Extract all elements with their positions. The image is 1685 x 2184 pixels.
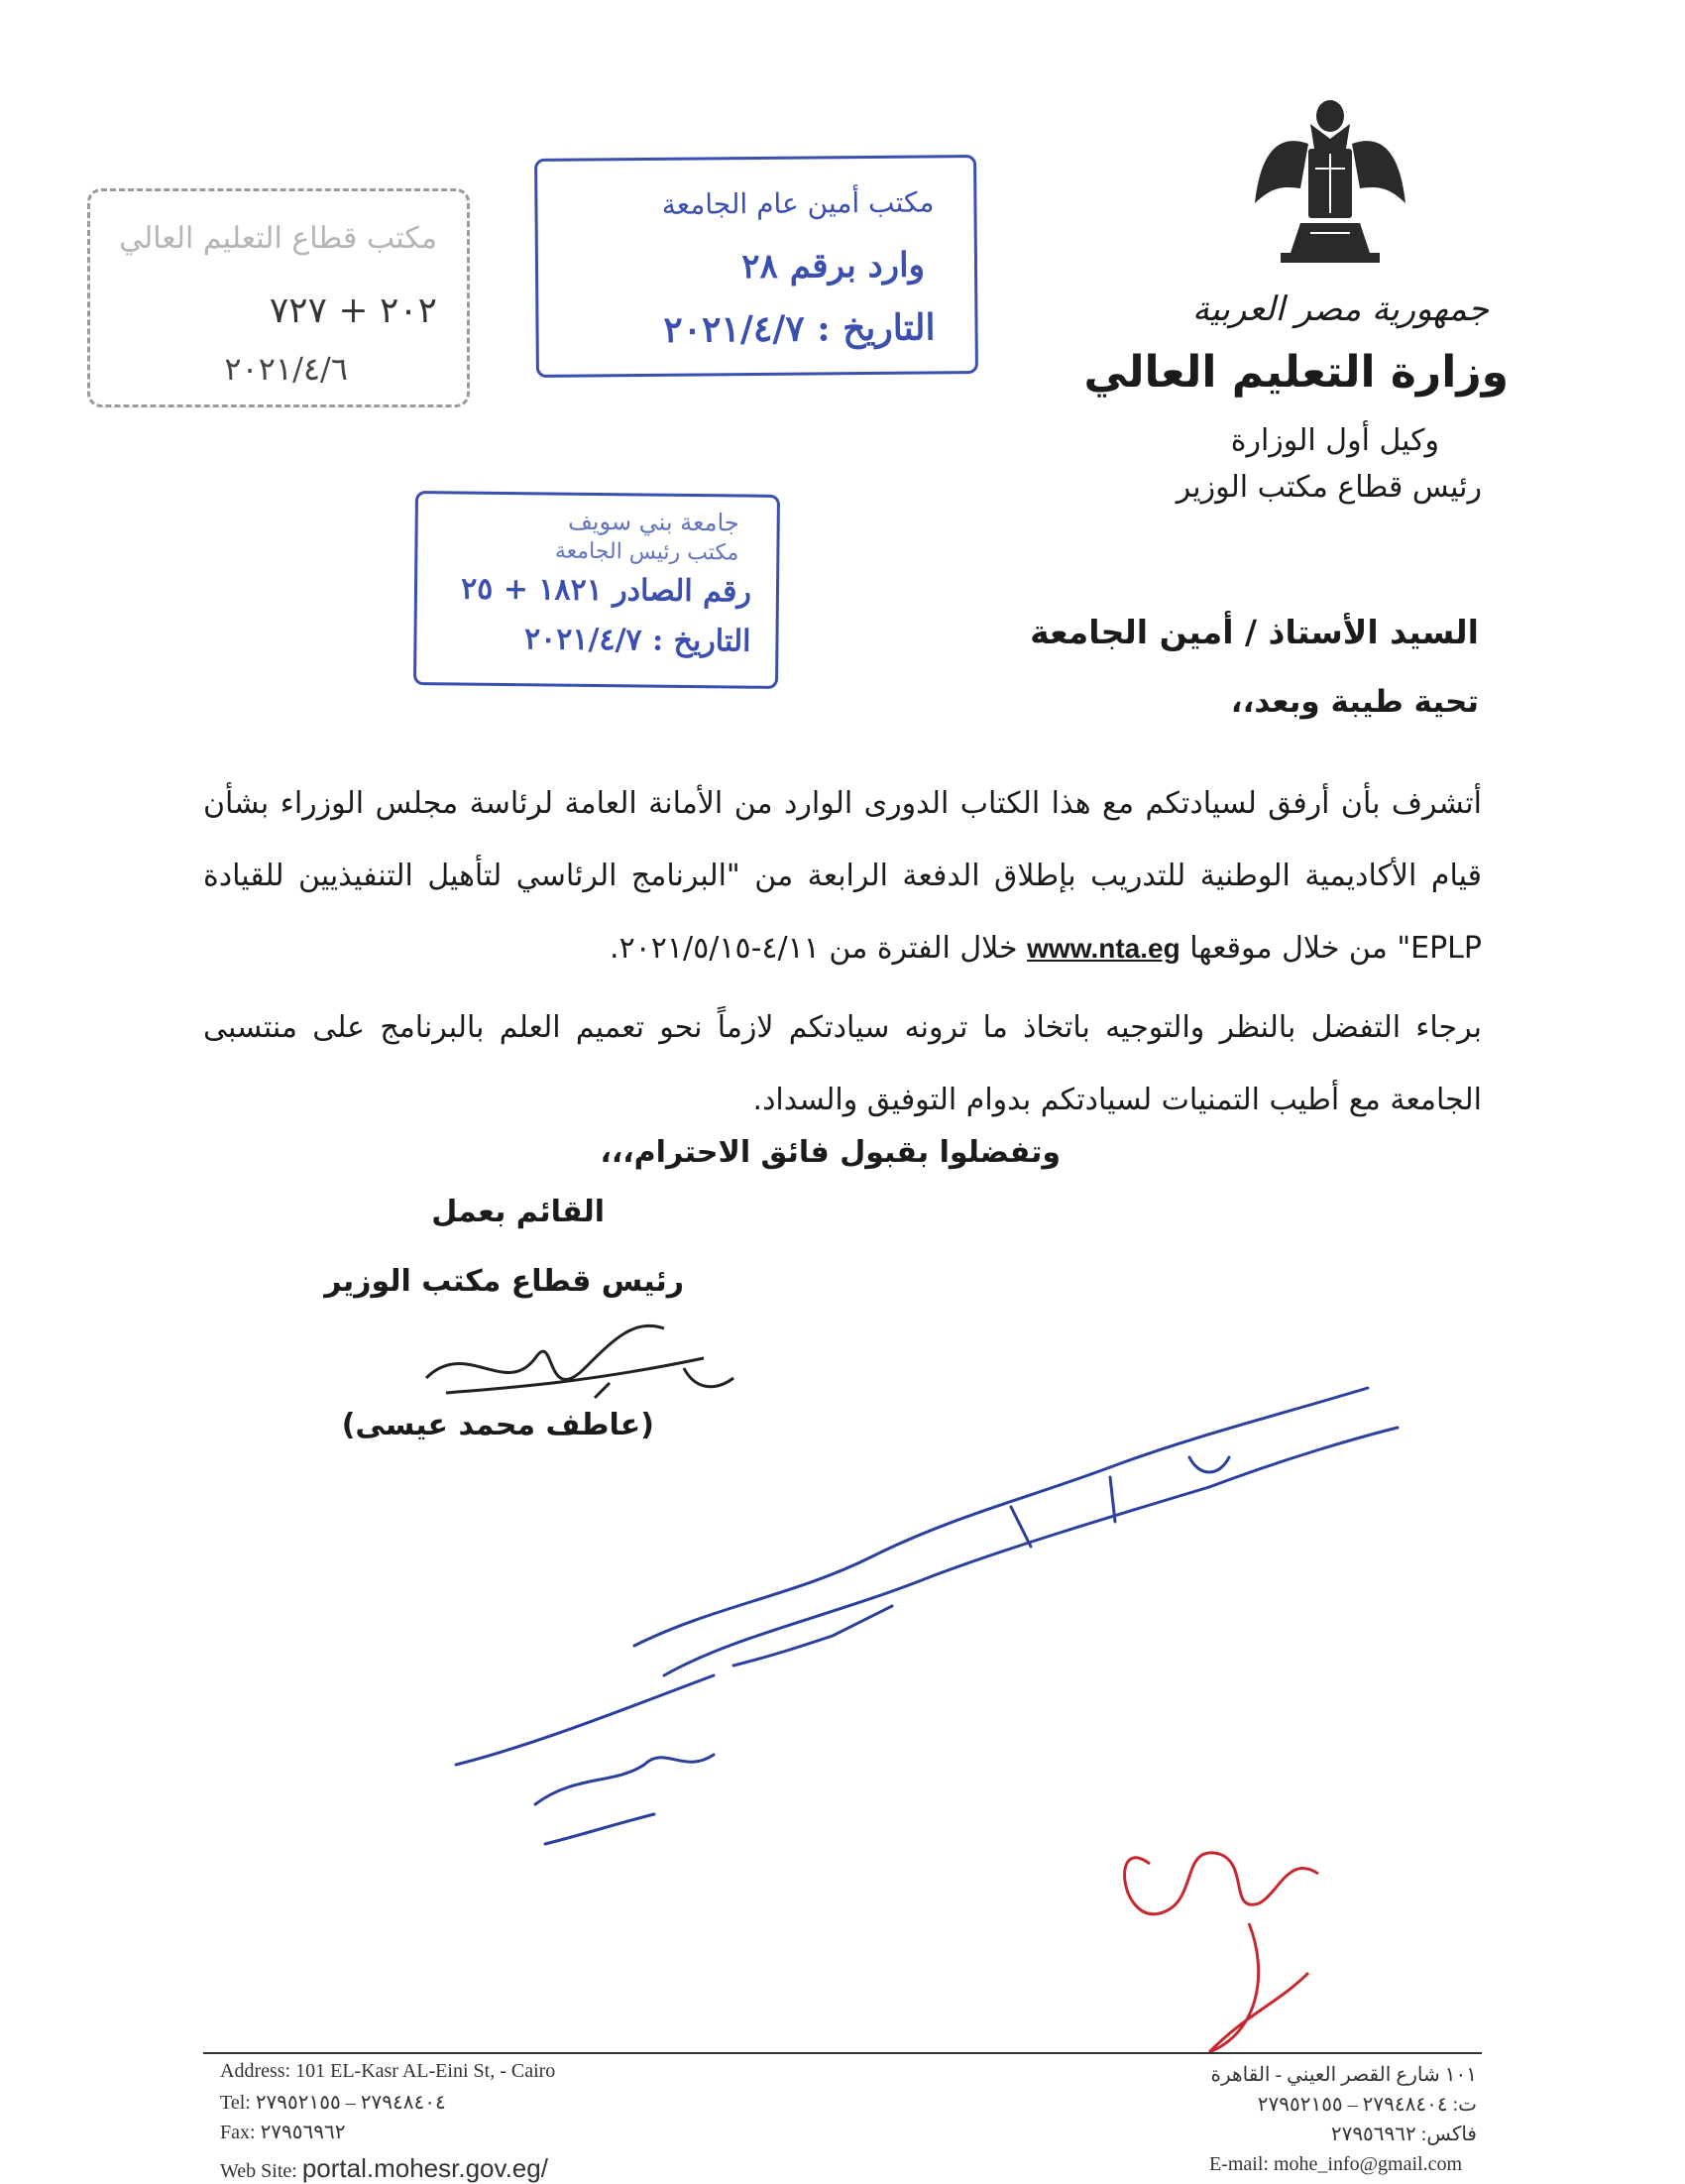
- closing: وتفضلوا بقبول فائق الاحترام،،،: [600, 1135, 1061, 1170]
- stamp-incoming: وارد برقم ٢٨: [741, 245, 926, 287]
- eagle-emblem-icon: [1251, 94, 1409, 268]
- deputy-title: وكيل أول الوزارة: [1230, 423, 1439, 458]
- gray-stamp-text: مكتب قطاع التعليم العالي: [119, 221, 437, 256]
- website-link[interactable]: www.nta.eg: [1027, 933, 1180, 964]
- paragraph-1: [203, 724, 1482, 984]
- chief-title: رئيس قطاع مكتب الوزير: [1176, 470, 1482, 505]
- secretary-stamp: [534, 155, 978, 378]
- footer-website-label: Web Site:: [220, 2160, 297, 2182]
- gray-stamp: [87, 188, 470, 407]
- footer-website-link[interactable]: portal.mohesr.gov.eg/: [301, 2153, 548, 2183]
- stamp-office: مكتب رئيس الجامعة: [554, 538, 739, 566]
- gray-stamp-date: ٢٠٢١/٤/٦: [224, 350, 348, 388]
- footer-tel-ar: ت: ٢٧٩٤٨٤٠٤ – ٢٧٩٥٢١٥٥: [1257, 2094, 1477, 2116]
- stamp-office: مكتب أمين عام الجامعة: [661, 185, 935, 221]
- footer-divider: [203, 2052, 1482, 2054]
- footer-tel-en: Tel: ٢٧٩٤٨٤٠٤ – ٢٧٩٥٢١٥٥: [220, 2092, 446, 2114]
- stamp-university: جامعة بني سويف: [567, 507, 739, 537]
- greeting: تحية طيبة وبعد،،: [1230, 684, 1479, 720]
- signer-acting: القائم بعمل: [431, 1195, 605, 1229]
- stamp-date: التاريخ : ٢٠٢١/٤/٧: [523, 622, 751, 659]
- signer-name: (عاطف محمد عيسى): [341, 1408, 654, 1442]
- recipient: السيد الأستاذ / أمين الجامعة: [1030, 613, 1479, 651]
- footer-fax-ar: فاكس: ٢٧٩٥٦٩٦٢: [1330, 2124, 1477, 2145]
- paragraph-2: برجاء التفضل بالنظر والتوجيه باتخاذ ما ترونه سيادتكم لازماً نحو تعميم العلم بالبرنامج على منتسبى الجامعة مع أطيب التمنيات لسيادتكم بدوام التوفيق والسداد.: [203, 1010, 1482, 1117]
- stamp-date: التاريخ : ٢٠٢١/٤/٧: [663, 306, 936, 351]
- footer-address-en: Address: 101 EL-Kasr AL-Eini St, - Cairo: [220, 2060, 556, 2082]
- republic-name: جمهورية مصر العربية: [1191, 289, 1489, 329]
- footer-website: [220, 2153, 548, 2184]
- footer-address-ar: ١٠١ شارع القصر العيني - القاهرة: [1210, 2064, 1477, 2086]
- signer-title: رئيس قطاع مكتب الوزير: [324, 1264, 684, 1299]
- footer-email[interactable]: E-mail: mohe_info@gmail.com: [1208, 2153, 1462, 2175]
- ministry-name: وزارة التعليم العالي: [1083, 347, 1509, 398]
- red-signature-icon: [1090, 1775, 1388, 2072]
- president-stamp: [413, 491, 780, 689]
- gray-stamp-number: ٢٠٢ + ٧٢٧: [269, 290, 437, 331]
- footer-fax-en: Fax: ٢٧٩٥٦٩٦٢: [220, 2122, 346, 2143]
- stamp-number: رقم الصادر ١٨٢١ + ٢٥: [460, 571, 752, 610]
- paragraph-1-end: خلال الفترة من ٤/١١-٢٠٢١/٥/١٥.: [610, 931, 1018, 966]
- paragraph-1-start: أتشرف بأن أرفق لسيادتكم مع هذا الكتاب الدورى الوارد من الأمانة العامة لرئاسة مجلس الوزراء بشأن قيام الأكاديمية الوطنية للتدريب بإطلاق الدفعة الرابعة من "البرنامج الرئاسي لتأهيل التنفيذيين للقيادة EPLP" من خلال موقعها: [203, 786, 1482, 966]
